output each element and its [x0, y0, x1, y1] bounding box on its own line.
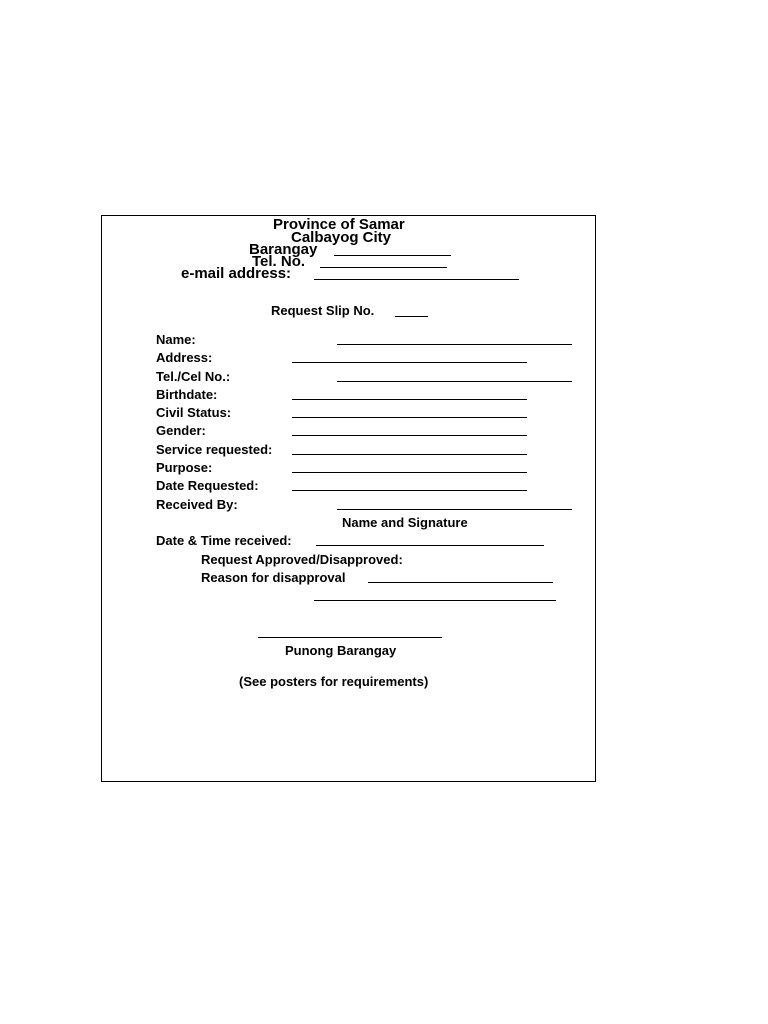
date-requested-label: Date Requested:: [156, 478, 259, 493]
name-field[interactable]: [337, 344, 572, 345]
name-label: Name:: [156, 332, 196, 347]
request-slip-number-line[interactable]: [395, 316, 428, 317]
reason-for-disapproval-label: Reason for disapproval: [201, 570, 346, 585]
barangay-label: Barangay: [249, 241, 318, 258]
purpose-field[interactable]: [292, 472, 527, 473]
gender-label: Gender:: [156, 423, 206, 438]
birthdate-field[interactable]: [292, 399, 527, 400]
request-approved-label: Request Approved/Disapproved:: [201, 552, 403, 567]
received-by-label: Received By:: [156, 497, 238, 512]
received-by-field[interactable]: [337, 509, 572, 510]
request-slip-label: Request Slip No.: [271, 303, 375, 318]
tel-cel-label: Tel./Cel No.:: [156, 369, 231, 384]
reason-for-disapproval-field[interactable]: [368, 582, 553, 583]
date-time-received-field[interactable]: [316, 545, 544, 546]
address-field[interactable]: [292, 362, 527, 363]
address-label: Address:: [156, 350, 213, 365]
province-title: Province of Samar: [273, 216, 405, 233]
email-label: e-mail address:: [181, 265, 292, 282]
tel-blank-line[interactable]: [320, 267, 447, 268]
footer-note: (See posters for requirements): [239, 674, 429, 689]
punong-barangay-signature-line[interactable]: [258, 637, 442, 638]
service-requested-label: Service requested:: [156, 442, 273, 457]
date-time-received-label: Date & Time received:: [156, 533, 292, 548]
date-requested-field[interactable]: [292, 490, 527, 491]
name-and-signature-caption: Name and Signature: [342, 515, 468, 530]
birthdate-label: Birthdate:: [156, 387, 218, 402]
request-slip-form: [101, 215, 596, 782]
service-requested-field[interactable]: [292, 454, 527, 455]
barangay-blank-line[interactable]: [334, 255, 451, 256]
punong-barangay-caption: Punong Barangay: [285, 643, 397, 658]
civil-status-label: Civil Status:: [156, 405, 232, 420]
gender-field[interactable]: [292, 435, 527, 436]
city-title: Calbayog City: [291, 229, 392, 246]
email-blank-line[interactable]: [314, 279, 519, 280]
tel-cel-field[interactable]: [337, 381, 572, 382]
reason-continuation-line[interactable]: [314, 600, 556, 601]
tel-label: Tel. No.: [252, 253, 306, 270]
purpose-label: Purpose:: [156, 460, 213, 475]
civil-status-field[interactable]: [292, 417, 527, 418]
